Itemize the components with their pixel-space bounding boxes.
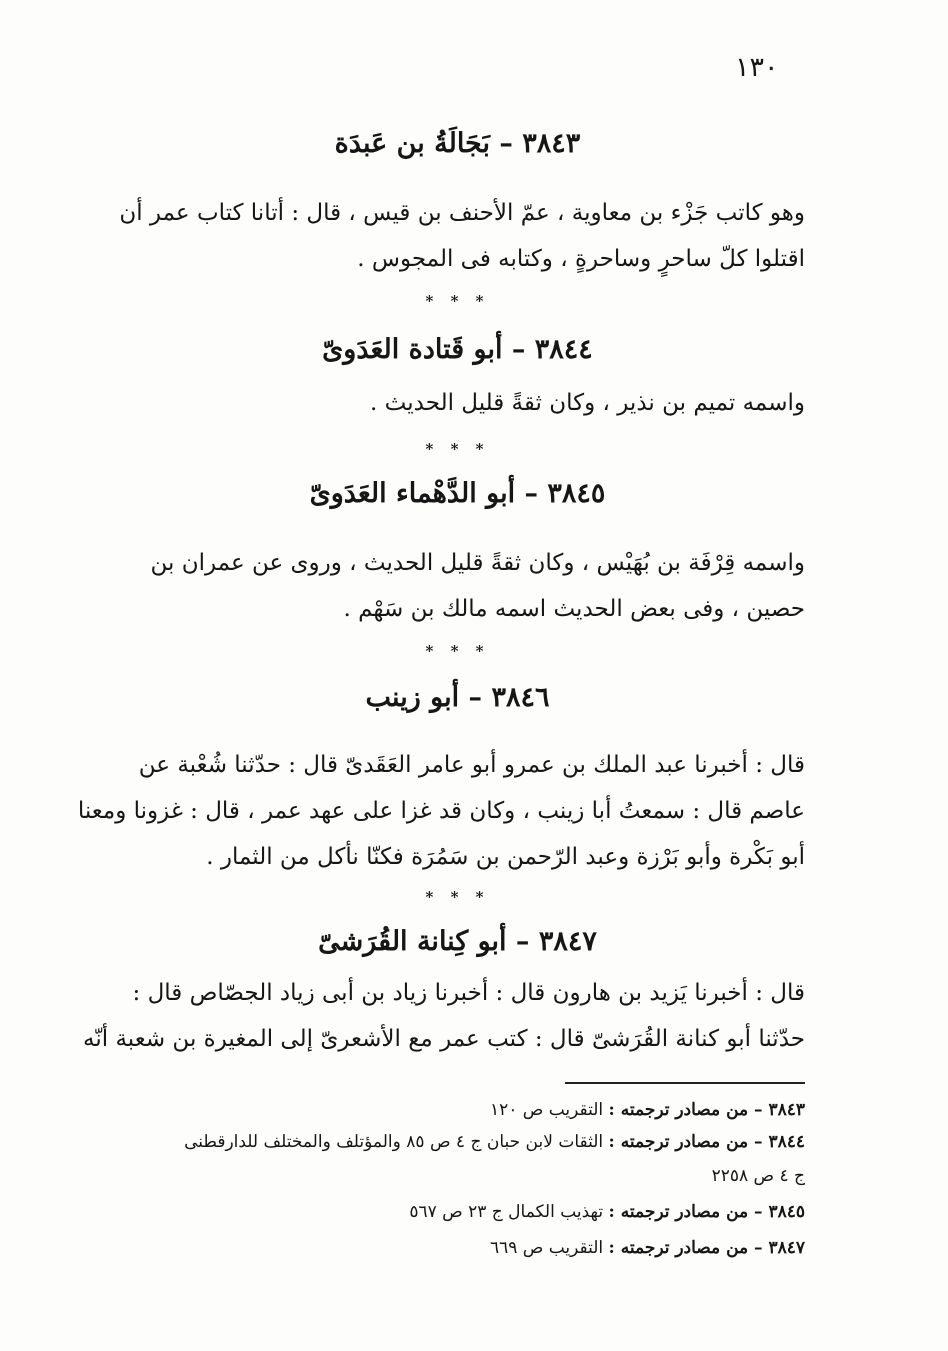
- body-line: حدّثنا أبو كنانة القُرَشىّ قال : كتب عمر مع الأشعرىّ إلى المغيرة بن شعبة أنّه: [83, 1026, 805, 1052]
- footnote-label: ٣٨٤٥ – من مصادر ترجمته :: [608, 1202, 805, 1222]
- entry-body-3845: [110, 540, 805, 632]
- body-line: واسمه تميم بن نذير ، وكان ثقةً قليل الحديث .: [370, 390, 805, 416]
- footnote-label: ٣٨٤٣ – من مصادر ترجمته :: [608, 1100, 805, 1120]
- footnote-label: ٣٨٤٧ – من مصادر ترجمته :: [608, 1238, 805, 1258]
- body-line: قال : أخبرنا يَزيد بن هارون قال : أخبرنا زياد بن أبى زياد الجصّاص قال :: [132, 980, 805, 1006]
- footnote-text: التقريب ص ٦٦٩: [489, 1238, 604, 1258]
- page-number: ١٣٠: [735, 52, 779, 83]
- body-line: واسمه قِرْفَة بن بُهَيْس ، وكان ثقةً قليل الحديث ، وروى عن عمران بن: [150, 550, 805, 576]
- footnote-3843: [110, 1096, 805, 1124]
- footnote-text: تهذيب الكمال ج ٢٣ ص ٥٦٧: [409, 1202, 604, 1222]
- footnote-3844-continued: [110, 1162, 805, 1190]
- entry-title-3847: ٣٨٤٧ – أبو كِنانة القُرَشىّ: [318, 926, 597, 957]
- entry-body-3844: [110, 380, 805, 426]
- entry-title-3843: ٣٨٤٣ – بَجَالَةُ بن عَبدَة: [334, 128, 581, 159]
- footnote-3844: [110, 1128, 805, 1156]
- footnote-3845: [110, 1198, 805, 1226]
- footnote-text: الثقات لابن حبان ج ٤ ص ٨٥ والمؤتلف والمختلف للدارقطنى: [184, 1132, 604, 1152]
- body-line: قال : أخبرنا عبد الملك بن عمرو أبو عامر العَقَدىّ قال : حدّثنا شُعْبة عن: [138, 752, 805, 778]
- separator-stars: * * *: [425, 440, 490, 458]
- body-line: حصين ، وفى بعض الحديث اسمه مالك بن سَهْم .: [343, 596, 805, 622]
- entry-body-3846: [77, 742, 805, 880]
- entry-title-3846: ٣٨٤٦ – أبو زينب: [365, 682, 550, 713]
- footnote-label: ٣٨٤٤ – من مصادر ترجمته :: [608, 1132, 805, 1152]
- body-line: وهو كاتب جَزْء بن معاوية ، عمّ الأحنف بن قيس ، قال : أتانا كتاب عمر أن: [119, 200, 805, 226]
- entry-title-3845: ٣٨٤٥ – أبو الدَّهْماء العَدَوىّ: [309, 478, 606, 509]
- body-line: عاصم قال : سمعتُ أبا زينب ، وكان قد غزا على عهد عمر ، قال : غزونا ومعنا: [77, 798, 805, 824]
- body-line: أبو بَكْرة وأبو بَرْزة وعبد الرّحمن بن سَمُرَة فكنّا نأكل من الثمار .: [206, 844, 805, 870]
- entry-body-3843: [110, 190, 805, 282]
- separator-stars: * * *: [425, 888, 490, 906]
- separator-stars: * * *: [425, 292, 490, 310]
- separator-stars: * * *: [425, 642, 490, 660]
- entry-body-3847: [83, 970, 805, 1062]
- footnote-rule: [565, 1082, 805, 1084]
- footnote-text: التقريب ص ١٢٠: [489, 1100, 604, 1120]
- body-line: اقتلوا كلّ ساحرٍ وساحرةٍ ، وكتابه فى المجوس .: [357, 246, 805, 272]
- footnote-text: ج ٤ ص ٢٢٥٨: [711, 1166, 805, 1186]
- footnote-3847: [110, 1234, 805, 1262]
- entry-title-3844: ٣٨٤٤ – أبو قَتادة العَدَوىّ: [322, 334, 593, 365]
